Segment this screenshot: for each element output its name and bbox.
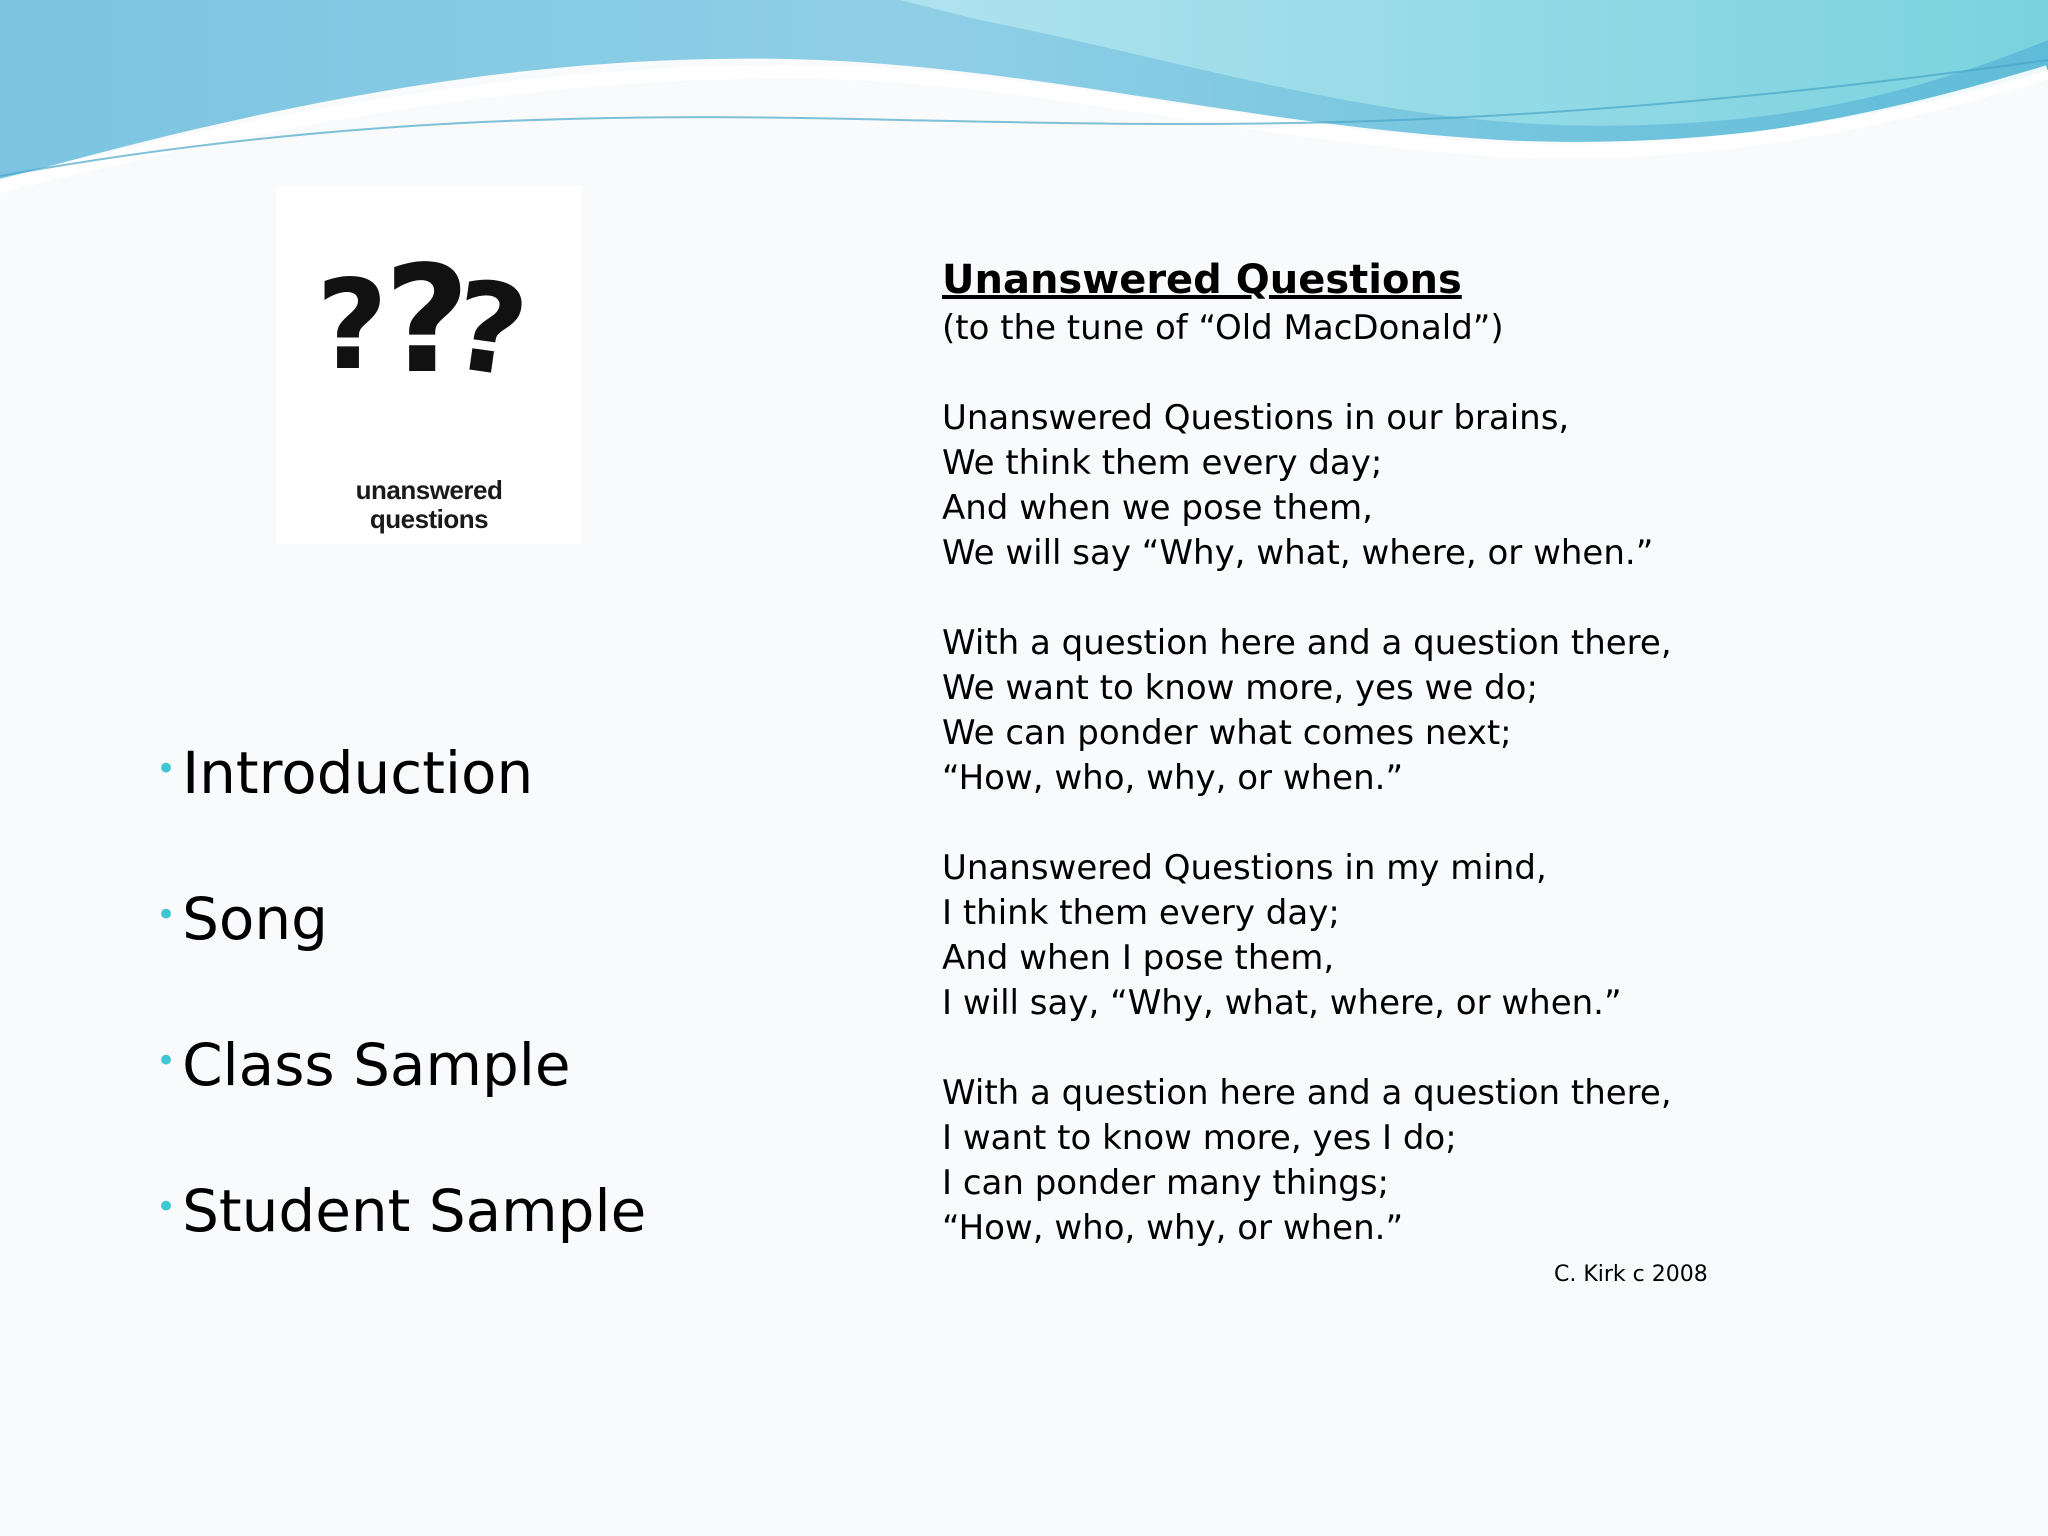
bullet-icon: • bbox=[156, 1041, 177, 1081]
lyric-line: We will say “Why, what, where, or when.” bbox=[942, 533, 1654, 573]
menu-item-song[interactable] bbox=[156, 882, 716, 956]
logo-caption-line: unanswered bbox=[355, 475, 503, 505]
bullet-icon: • bbox=[156, 895, 177, 935]
lyric-line: We can ponder what comes next; bbox=[942, 713, 1512, 753]
menu-item-class-sample[interactable] bbox=[156, 1028, 716, 1102]
bullet-icon: • bbox=[156, 749, 177, 789]
lyric-line: And when we pose them, bbox=[942, 488, 1373, 528]
lyric-line: I can ponder many things; bbox=[942, 1163, 1389, 1203]
song-lyrics bbox=[942, 254, 1762, 1296]
stanza bbox=[942, 1071, 1762, 1251]
lyric-line: I want to know more, yes I do; bbox=[942, 1118, 1457, 1158]
lyric-line: Unanswered Questions in my mind, bbox=[942, 848, 1547, 888]
menu-item-label: Class Sample bbox=[182, 1031, 571, 1099]
lyric-line: Unanswered Questions in our brains, bbox=[942, 398, 1570, 438]
menu-item-label: Song bbox=[182, 885, 328, 953]
section-menu bbox=[156, 736, 716, 1320]
song-title: Unanswered Questions bbox=[942, 257, 1462, 303]
menu-item-label: Introduction bbox=[182, 739, 534, 807]
logo-caption-line: questions bbox=[369, 504, 489, 534]
stanza bbox=[942, 846, 1762, 1026]
menu-item-label: Student Sample bbox=[182, 1177, 647, 1245]
lyric-line: We want to know more, yes we do; bbox=[942, 668, 1538, 708]
question-mark: ? bbox=[384, 234, 470, 406]
lyric-line: With a question here and a question there, bbox=[942, 1073, 1672, 1113]
lyric-line: I think them every day; bbox=[942, 893, 1340, 933]
unanswered-questions-logo bbox=[276, 186, 582, 544]
menu-item-student-sample[interactable] bbox=[156, 1174, 716, 1248]
lyric-line: “How, who, why, or when.” bbox=[942, 1208, 1404, 1248]
lyric-line: “How, who, why, or when.” bbox=[942, 758, 1404, 798]
menu-item-introduction[interactable] bbox=[156, 736, 716, 810]
question-mark: ? bbox=[444, 253, 536, 407]
lyric-line: We think them every day; bbox=[942, 443, 1383, 483]
question-marks-graphic bbox=[306, 234, 546, 407]
song-credit: C. Kirk c 2008 bbox=[1554, 1262, 1708, 1287]
song-subtitle: (to the tune of “Old MacDonald”) bbox=[942, 308, 1504, 348]
lyric-line: I will say, “Why, what, where, or when.” bbox=[942, 983, 1622, 1023]
question-mark: ? bbox=[316, 254, 388, 398]
stanza bbox=[942, 396, 1762, 576]
lyric-line: And when I pose them, bbox=[942, 938, 1335, 978]
bullet-icon: • bbox=[156, 1187, 177, 1227]
logo-caption bbox=[276, 476, 582, 534]
lyric-line: With a question here and a question there, bbox=[942, 623, 1672, 663]
stanza bbox=[942, 621, 1762, 801]
